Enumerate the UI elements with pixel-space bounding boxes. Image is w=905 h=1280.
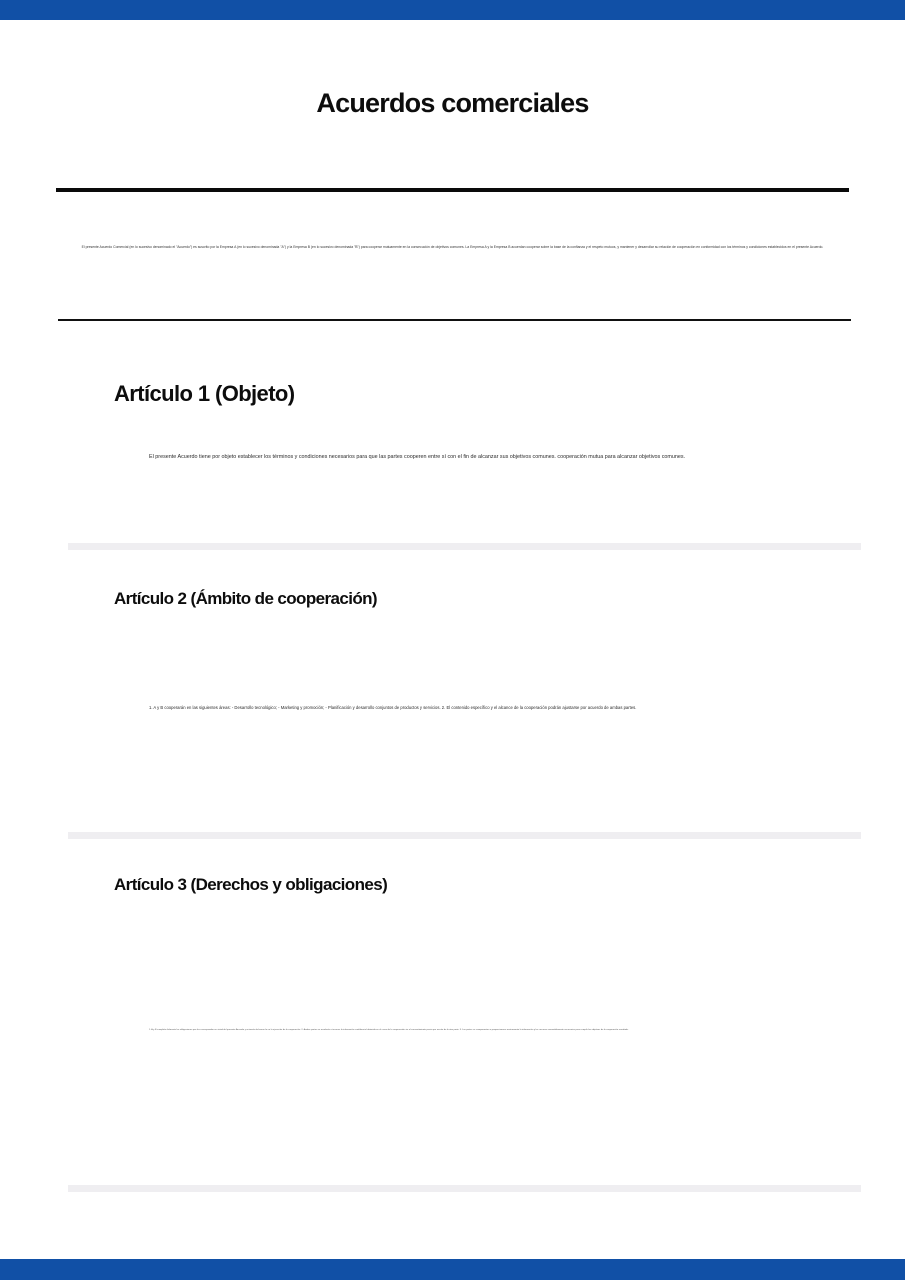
article-2-body: 1. A y B cooperarán en las siguientes áreas: - Desarrollo tecnológico; - Marketing y promoción; - Planificación y desarrollo conjuntos de productos y servicios. 2. El contenido específico y el alcance de la cooperación podrán ajustarse por acuerdo de ambas partes. <box>149 705 637 710</box>
article-3-heading: Artículo 3 (Derechos y obligaciones) <box>114 875 388 894</box>
section-separator-3 <box>68 1185 861 1192</box>
title-divider <box>56 188 849 192</box>
article-1-heading: Artículo 1 (Objeto) <box>114 381 295 406</box>
article-3-body: 1. A y B cumplirán fielmente las obligaciones que les correspondan en virtud del presente Acuerdo y actuarán de buena fe en la ejecución de la cooperación. 2. Ambas partes no revelarán a terceros la información confidencial obtenida en el curso de la cooperación sin el consentimiento previo por escrito de la otra parte. 3. Las partes se comprometen a proporcionarse mutuamente la información y los recursos razonablemente necesarios para cumplir los objetivos de la cooperación acordada. <box>149 1029 629 1031</box>
document-title: Acuerdos comerciales <box>316 88 589 118</box>
bottom-footer-bar <box>0 1259 905 1280</box>
intro-paragraph: El presente Acuerdo Comercial (en lo sucesivo denominado el "Acuerdo") es suscrito por la Empresa A (en lo sucesivo denominada "A") y la Empresa B (en lo sucesivo denominada "B") para cooperar mutuamente en la consecución de objetivos comunes. La Empresa A y la Empresa B acuerdan cooperar sobre la base de la confianza y el respeto mutuos, y mantener y desarrollar su relación de cooperación en conformidad con los términos y condiciones establecidos en el presente Acuerdo. <box>81 245 824 249</box>
intro-divider <box>58 319 851 321</box>
section-separator-2 <box>68 832 861 839</box>
section-separator-1 <box>68 543 861 550</box>
top-header-bar <box>0 0 905 20</box>
article-2-heading: Artículo 2 (Ámbito de cooperación) <box>114 589 377 608</box>
article-1-body: El presente Acuerdo tiene por objeto establecer los términos y condiciones necesarios para que las partes cooperen entre sí con el fin de alcanzar sus objetivos comunes. cooperación mutua para alcanzar objetivos comunes. <box>149 454 686 460</box>
